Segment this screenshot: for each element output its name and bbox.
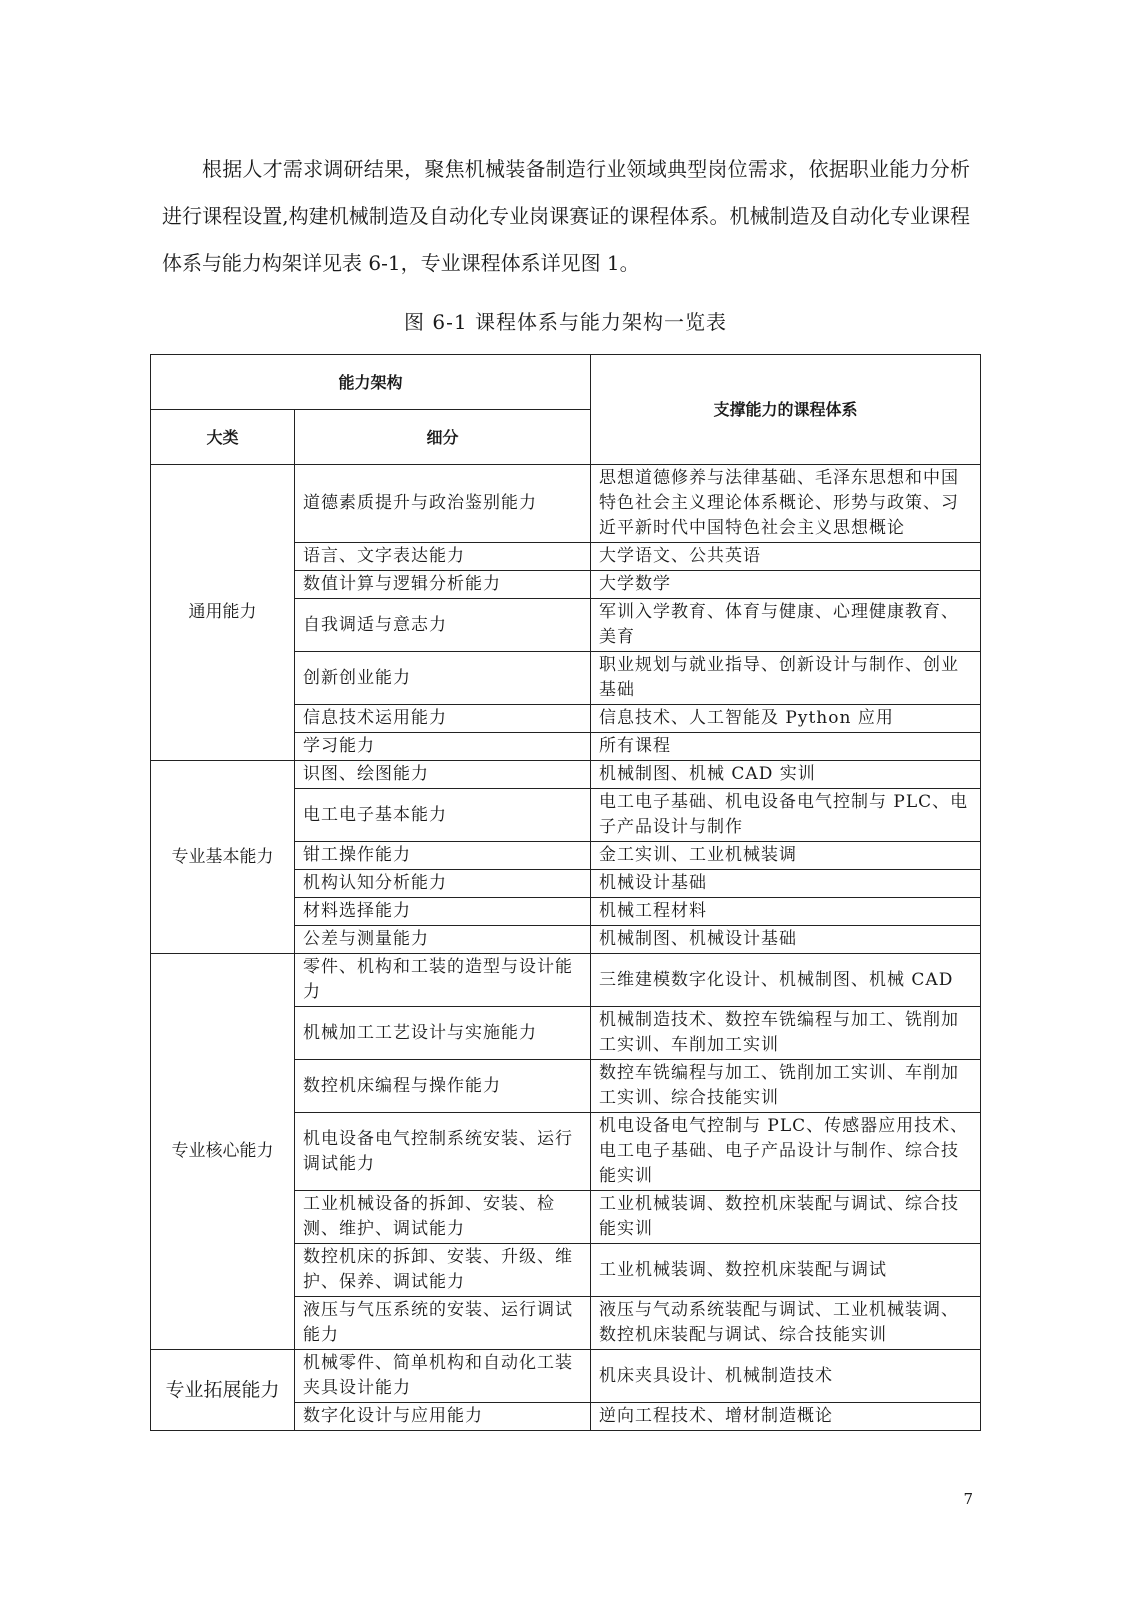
ability-course-table [150, 354, 981, 1431]
course-cell: 思想道德修养与法律基础、毛泽东思想和中国特色社会主义理论体系概论、形势与政策、习近平新时代中国特色社会主义思想概论 [591, 465, 981, 543]
course-cell: 数控车铣编程与加工、铣削加工实训、车削加工实训、综合技能实训 [591, 1060, 981, 1113]
course-cell: 机械工程材料 [591, 898, 981, 926]
subdivision-cell: 数字化设计与应用能力 [295, 1403, 591, 1431]
course-cell: 机械制图、机械 CAD 实训 [591, 761, 981, 789]
course-cell: 军训入学教育、体育与健康、心理健康教育、美育 [591, 599, 981, 652]
subdivision-cell: 识图、绘图能力 [295, 761, 591, 789]
table-caption: 图 6-1 课程体系与能力架构一览表 [404, 310, 727, 334]
subdivision-cell: 零件、机构和工装的造型与设计能力 [295, 954, 591, 1007]
course-cell: 机床夹具设计、机械制造技术 [591, 1350, 981, 1403]
course-cell: 工业机械装调、数控机床装配与调试、综合技能实训 [591, 1191, 981, 1244]
table-row [151, 954, 981, 1007]
course-cell: 工业机械装调、数控机床装配与调试 [591, 1244, 981, 1297]
subdivision-cell: 机械加工工艺设计与实施能力 [295, 1007, 591, 1060]
subdivision-cell: 钳工操作能力 [295, 842, 591, 870]
header-subdivision: 细分 [295, 410, 591, 465]
course-cell: 液压与气动系统装配与调试、工业机械装调、数控机床装配与调试、综合技能实训 [591, 1297, 981, 1350]
subdivision-cell: 电工电子基本能力 [295, 789, 591, 842]
subdivision-cell: 学习能力 [295, 733, 591, 761]
subdivision-cell: 数控机床的拆卸、安装、升级、维护、保养、调试能力 [295, 1244, 591, 1297]
course-cell: 机械制造技术、数控车铣编程与加工、铣削加工实训、车削加工实训 [591, 1007, 981, 1060]
header-category: 大类 [151, 410, 295, 465]
category-cell: 通用能力 [151, 465, 295, 761]
subdivision-cell: 道德素质提升与政治鉴别能力 [295, 465, 591, 543]
subdivision-cell: 液压与气压系统的安装、运行调试能力 [295, 1297, 591, 1350]
subdivision-cell: 机构认知分析能力 [295, 870, 591, 898]
category-cell: 专业拓展能力 [151, 1350, 295, 1431]
category-cell: 专业核心能力 [151, 954, 295, 1350]
course-cell: 大学语文、公共英语 [591, 543, 981, 571]
course-cell: 金工实训、工业机械装调 [591, 842, 981, 870]
table-row [151, 761, 981, 789]
subdivision-cell: 语言、文字表达能力 [295, 543, 591, 571]
subdivision-cell: 自我调适与意志力 [295, 599, 591, 652]
subdivision-cell: 机械零件、简单机构和自动化工装夹具设计能力 [295, 1350, 591, 1403]
subdivision-cell: 公差与测量能力 [295, 926, 591, 954]
course-cell: 大学数学 [591, 571, 981, 599]
subdivision-cell: 创新创业能力 [295, 652, 591, 705]
course-cell: 机电设备电气控制与 PLC、传感器应用技术、电工电子基础、电子产品设计与制作、综合技能实训 [591, 1113, 981, 1191]
subdivision-cell: 工业机械设备的拆卸、安装、检测、维护、调试能力 [295, 1191, 591, 1244]
header-course-system: 支撑能力的课程体系 [591, 355, 981, 465]
header-ability-framework: 能力架构 [151, 355, 591, 410]
intro-paragraph: 根据人才需求调研结果，聚焦机械装备制造行业领域典型岗位需求，依据职业能力分析进行课程设置,构建机械制造及自动化专业岗课赛证的课程体系。机械制造及自动化专业课程体系与能力构架详见表 6-1，专业课程体系详见图 1。 [162, 157, 970, 275]
course-cell: 电工电子基础、机电设备电气控制与 PLC、电子产品设计与制作 [591, 789, 981, 842]
category-cell: 专业基本能力 [151, 761, 295, 954]
table-body [151, 465, 981, 1431]
subdivision-cell: 数值计算与逻辑分析能力 [295, 571, 591, 599]
table-row [151, 465, 981, 543]
course-cell: 信息技术、人工智能及 Python 应用 [591, 705, 981, 733]
subdivision-cell: 信息技术运用能力 [295, 705, 591, 733]
course-cell: 所有课程 [591, 733, 981, 761]
course-cell: 逆向工程技术、增材制造概论 [591, 1403, 981, 1431]
course-cell: 职业规划与就业指导、创新设计与制作、创业基础 [591, 652, 981, 705]
page-number: 7 [963, 1490, 973, 1508]
subdivision-cell: 数控机床编程与操作能力 [295, 1060, 591, 1113]
table-row [151, 1350, 981, 1403]
subdivision-cell: 材料选择能力 [295, 898, 591, 926]
course-cell: 机械设计基础 [591, 870, 981, 898]
course-cell: 三维建模数字化设计、机械制图、机械 CAD [591, 954, 981, 1007]
subdivision-cell: 机电设备电气控制系统安装、运行调试能力 [295, 1113, 591, 1191]
course-cell: 机械制图、机械设计基础 [591, 926, 981, 954]
